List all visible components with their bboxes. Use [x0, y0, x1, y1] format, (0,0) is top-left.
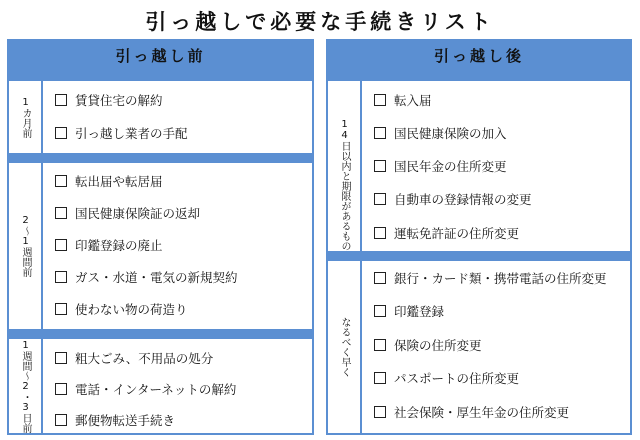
before-moving-header: 引っ越し前 [9, 41, 312, 71]
group-1-week-3-days-before [9, 339, 312, 433]
band-divider [9, 153, 312, 163]
checklist-item[interactable] [55, 268, 238, 286]
checkbox-icon[interactable] [55, 271, 67, 283]
checklist-item[interactable] [55, 349, 213, 367]
checklist-item[interactable] [374, 224, 519, 242]
checklist-item-label: 運転免許証の住所変更 [394, 226, 520, 241]
checklist-item-label: ガス・水道・電気の新規契約 [75, 270, 238, 285]
checklist-item-label: 保険の住所変更 [394, 338, 482, 353]
checklist-item-label: 電話・インターネットの解約 [75, 382, 237, 397]
checklist-item[interactable] [55, 300, 188, 318]
after-moving-header: 引っ越し後 [328, 41, 630, 71]
checkbox-icon[interactable] [55, 352, 67, 364]
checkbox-icon[interactable] [55, 414, 67, 426]
checkbox-icon[interactable] [374, 94, 386, 106]
checkbox-icon[interactable] [374, 372, 386, 384]
checkbox-icon[interactable] [55, 383, 67, 395]
checkbox-icon[interactable] [374, 339, 386, 351]
checklist-item-label: 社会保険・厚生年金の住所変更 [394, 405, 570, 420]
group-2-1-weeks-before [9, 163, 312, 329]
checklist-item-label: 印鑑登録 [394, 304, 445, 319]
checklist-item[interactable] [374, 157, 507, 175]
checklist-item-label: 国民年金の住所変更 [394, 159, 507, 174]
checkbox-icon[interactable] [374, 160, 386, 172]
group-label: 1カ月前 [20, 96, 31, 138]
checklist [43, 163, 312, 329]
checklist-item-label: 自動車の登録情報の変更 [394, 192, 532, 207]
checkbox-icon[interactable] [374, 193, 386, 205]
band-divider [9, 329, 312, 339]
checklist-item[interactable] [374, 403, 569, 421]
checklist-item[interactable] [374, 369, 519, 387]
checkbox-icon[interactable] [55, 94, 67, 106]
group-label: 2〜1週間前 [20, 215, 31, 277]
checklist-item-label: 使わない物の荷造り [75, 302, 188, 317]
group-label-box [9, 163, 43, 329]
checklist [43, 339, 312, 433]
checklist-item-label: 銀行・カード類・携帯電話の住所変更 [394, 271, 607, 286]
checklist-item[interactable] [55, 204, 200, 222]
checkbox-icon[interactable] [374, 127, 386, 139]
after-moving-panel [326, 39, 632, 435]
group-label: なるべく早く [339, 317, 350, 377]
checkbox-icon[interactable] [55, 127, 67, 139]
band-divider [328, 251, 630, 261]
group-as-soon-as-possible [328, 261, 630, 433]
checklist-item-label: 郵便物転送手続き [75, 413, 176, 428]
band-divider [328, 71, 630, 81]
checklist-item[interactable] [55, 236, 163, 254]
checkbox-icon[interactable] [55, 175, 67, 187]
checkbox-icon[interactable] [374, 227, 386, 239]
checklist-item[interactable] [55, 380, 236, 398]
checklist-item[interactable] [55, 411, 175, 429]
page-title: 引っ越しで必要な手続きリスト [145, 10, 495, 34]
checklist-item[interactable] [55, 172, 163, 190]
checkbox-icon[interactable] [55, 239, 67, 251]
checklist-item-label: 粗大ごみ、不用品の処分 [75, 351, 214, 366]
group-1-month-before [9, 81, 312, 153]
checklist-item[interactable] [374, 302, 444, 320]
band-divider [9, 71, 312, 81]
checklist-item-label: 印鑑登録の廃止 [75, 238, 163, 253]
checkbox-icon[interactable] [374, 406, 386, 418]
checklist-item[interactable] [374, 91, 432, 109]
group-label-box [328, 261, 362, 433]
checklist-item[interactable] [55, 91, 163, 109]
checklist-item-label: 賃貸住宅の解約 [75, 93, 163, 108]
checklist-item-label: 転入届 [394, 93, 432, 108]
checkbox-icon[interactable] [374, 305, 386, 317]
checkbox-icon[interactable] [55, 303, 67, 315]
checklist [362, 261, 630, 433]
checklist-item-label: 転出届や転居届 [75, 174, 163, 189]
checklist-item[interactable] [374, 269, 607, 287]
checkbox-icon[interactable] [55, 207, 67, 219]
before-moving-panel [7, 39, 314, 435]
checklist [43, 81, 312, 153]
group-label: 14日以内と期限があるもの [339, 119, 350, 251]
checklist-item-label: パスポートの住所変更 [394, 371, 520, 386]
group-label: 1週間〜2・3日前 [20, 339, 31, 433]
checklist-item[interactable] [55, 124, 188, 142]
checkbox-icon[interactable] [374, 272, 386, 284]
checklist-item[interactable] [374, 190, 532, 208]
group-label-box [9, 339, 43, 433]
group-label-box [9, 81, 43, 153]
checklist-item-label: 引っ越し業者の手配 [75, 126, 188, 141]
checklist-item-label: 国民健康保険証の返却 [75, 206, 201, 221]
checklist-item[interactable] [374, 124, 507, 142]
checklist-item[interactable] [374, 336, 482, 354]
checklist-item-label: 国民健康保険の加入 [394, 126, 507, 141]
